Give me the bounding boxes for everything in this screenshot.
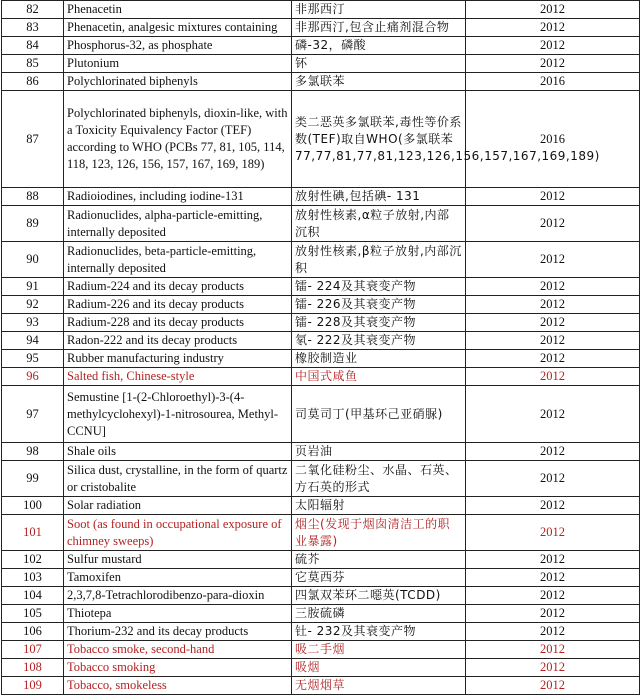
table-row [2,605,640,623]
english-name-cell: Semustine [1-(2-Chloroethyl)-3-(4-methylcyclohexyl)-1-nitrosourea, Methyl-CCNU] [64,386,292,443]
year-cell: 2012 [466,242,640,278]
chinese-name-cell: 镭- 224及其衰变产物 [292,278,466,296]
english-name-cell: Phenacetin, analgesic mixtures containing [64,19,292,37]
english-name-cell: Salted fish, Chinese-style [64,368,292,386]
english-name-cell: Radium-228 and its decay products [64,314,292,332]
table-row [2,73,640,91]
table-row [2,55,640,73]
table-row [2,515,640,551]
year-cell: 2012 [466,641,640,659]
english-name-cell: Radionuclides, alpha-particle-emitting, internally deposited [64,206,292,242]
chinese-name-cell: 吸烟 [292,659,466,677]
chinese-name-cell: 司莫司丁(甲基环己亚硝脲) [292,386,466,443]
chinese-name-cell: 中国式咸鱼 [292,368,466,386]
table-row [2,19,640,37]
english-name-cell: Radionuclides, beta-particle-emitting, internally deposited [64,242,292,278]
row-number-cell: 101 [2,515,64,551]
english-name-cell: Solar radiation [64,497,292,515]
english-name-cell: Phosphorus-32, as phosphate [64,37,292,55]
year-cell: 2012 [466,55,640,73]
row-number-cell: 98 [2,443,64,461]
row-number-cell: 105 [2,605,64,623]
year-cell: 2012 [466,659,640,677]
table-row [2,314,640,332]
table-row [2,278,640,296]
year-cell: 2012 [466,296,640,314]
year-cell: 2012 [466,206,640,242]
table-row [2,242,640,278]
row-number-cell: 82 [2,1,64,19]
year-cell: 2012 [466,551,640,569]
table-row [2,659,640,677]
table-row [2,91,640,188]
chinese-name-cell: 镭- 228及其衰变产物 [292,314,466,332]
year-cell: 2012 [466,350,640,368]
chinese-name-cell: 四氯双苯环二噁英(TCDD) [292,587,466,605]
row-number-cell: 86 [2,73,64,91]
row-number-cell: 109 [2,677,64,695]
row-number-cell: 94 [2,332,64,350]
english-name-cell: Tobacco smoke, second-hand [64,641,292,659]
year-cell: 2012 [466,587,640,605]
english-name-cell: Rubber manufacturing industry [64,350,292,368]
chinese-name-cell: 钍- 232及其衰变产物 [292,623,466,641]
table-row [2,461,640,497]
year-cell: 2012 [466,278,640,296]
table-row [2,368,640,386]
carcinogen-table [1,0,640,695]
row-number-cell: 103 [2,569,64,587]
table-row [2,497,640,515]
english-name-cell: Thorium-232 and its decay products [64,623,292,641]
english-name-cell: Tobacco, smokeless [64,677,292,695]
english-name-cell: Silica dust, crystalline, in the form of quartz or cristobalite [64,461,292,497]
chinese-name-cell: 放射性核素,α粒子放射,内部沉积 [292,206,466,242]
row-number-cell: 89 [2,206,64,242]
table-row [2,206,640,242]
row-number-cell: 106 [2,623,64,641]
year-cell: 2012 [466,497,640,515]
english-name-cell: Sulfur mustard [64,551,292,569]
year-cell: 2012 [466,332,640,350]
chinese-name-cell: 无烟烟草 [292,677,466,695]
chinese-name-cell: 硫芥 [292,551,466,569]
row-number-cell: 95 [2,350,64,368]
row-number-cell: 83 [2,19,64,37]
table-row [2,551,640,569]
english-name-cell: Thiotepa [64,605,292,623]
row-number-cell: 90 [2,242,64,278]
row-number-cell: 87 [2,91,64,188]
year-cell: 2012 [466,677,640,695]
year-cell: 2012 [466,569,640,587]
chinese-name-cell: 镭- 226及其衰变产物 [292,296,466,314]
row-number-cell: 93 [2,314,64,332]
row-number-cell: 91 [2,278,64,296]
year-cell: 2012 [466,386,640,443]
row-number-cell: 97 [2,386,64,443]
row-number-cell: 108 [2,659,64,677]
chinese-name-cell: 钚 [292,55,466,73]
table-row [2,332,640,350]
table-row [2,443,640,461]
table-row [2,641,640,659]
english-name-cell: Radioiodines, including iodine-131 [64,188,292,206]
english-name-cell: Radium-226 and its decay products [64,296,292,314]
table-body [2,1,640,695]
english-name-cell: Plutonium [64,55,292,73]
english-name-cell: Shale oils [64,443,292,461]
chinese-name-cell: 类二恶英多氯联苯,毒性等价系数(TEF)取自WHO(多氯联苯77,77,81,77,81,123,126,156,157,167,169,189) [292,91,466,188]
row-number-cell: 96 [2,368,64,386]
table-row [2,386,640,443]
table-row [2,623,640,641]
chinese-name-cell: 非那西汀 [292,1,466,19]
row-number-cell: 88 [2,188,64,206]
chinese-name-cell: 烟尘(发现于烟囱清洁工的职业暴露) [292,515,466,551]
chinese-name-cell: 三胺硫磷 [292,605,466,623]
table-row [2,296,640,314]
english-name-cell: 2,3,7,8-Tetrachlorodibenzo-para-dioxin [64,587,292,605]
chinese-name-cell: 二氧化硅粉尘、水晶、石英、方石英的形式 [292,461,466,497]
chinese-name-cell: 多氯联苯 [292,73,466,91]
row-number-cell: 85 [2,55,64,73]
year-cell: 2012 [466,605,640,623]
chinese-name-cell: 非那西汀,包含止痛剂混合物 [292,19,466,37]
english-name-cell: Radon-222 and its decay products [64,332,292,350]
table-row [2,37,640,55]
english-name-cell: Polychlorinated biphenyls, dioxin-like, with a Toxicity Equivalency Factor (TEF) according to WHO (PCBs 77, 81, 105, 114, 118, 123, 126, 156, 157, 167, 169, 189) [64,91,292,188]
chinese-name-cell: 磷-32，磷酸 [292,37,466,55]
year-cell: 2012 [466,623,640,641]
table-row [2,677,640,695]
year-cell: 2012 [466,443,640,461]
chinese-name-cell: 页岩油 [292,443,466,461]
chinese-name-cell: 放射性碘,包括碘- 131 [292,188,466,206]
chinese-name-cell: 太阳辐射 [292,497,466,515]
year-cell: 2016 [466,91,640,188]
table-row [2,188,640,206]
english-name-cell: Tamoxifen [64,569,292,587]
chinese-name-cell: 放射性核素,β粒子放射,内部沉积 [292,242,466,278]
english-name-cell: Polychlorinated biphenyls [64,73,292,91]
english-name-cell: Tobacco smoking [64,659,292,677]
table-row [2,1,640,19]
english-name-cell: Phenacetin [64,1,292,19]
year-cell: 2012 [466,314,640,332]
row-number-cell: 102 [2,551,64,569]
chinese-name-cell: 吸二手烟 [292,641,466,659]
row-number-cell: 100 [2,497,64,515]
chinese-name-cell: 它莫西芬 [292,569,466,587]
table-row [2,587,640,605]
row-number-cell: 84 [2,37,64,55]
english-name-cell: Radium-224 and its decay products [64,278,292,296]
year-cell: 2012 [466,515,640,551]
year-cell: 2012 [466,461,640,497]
year-cell: 2012 [466,368,640,386]
year-cell: 2012 [466,19,640,37]
row-number-cell: 92 [2,296,64,314]
row-number-cell: 99 [2,461,64,497]
chinese-name-cell: 橡胶制造业 [292,350,466,368]
row-number-cell: 104 [2,587,64,605]
chinese-name-cell: 氡- 222及其衰变产物 [292,332,466,350]
table-row [2,569,640,587]
year-cell: 2012 [466,1,640,19]
english-name-cell: Soot (as found in occupational exposure of chimney sweeps) [64,515,292,551]
year-cell: 2012 [466,188,640,206]
table-row [2,350,640,368]
row-number-cell: 107 [2,641,64,659]
year-cell: 2012 [466,37,640,55]
year-cell: 2016 [466,73,640,91]
